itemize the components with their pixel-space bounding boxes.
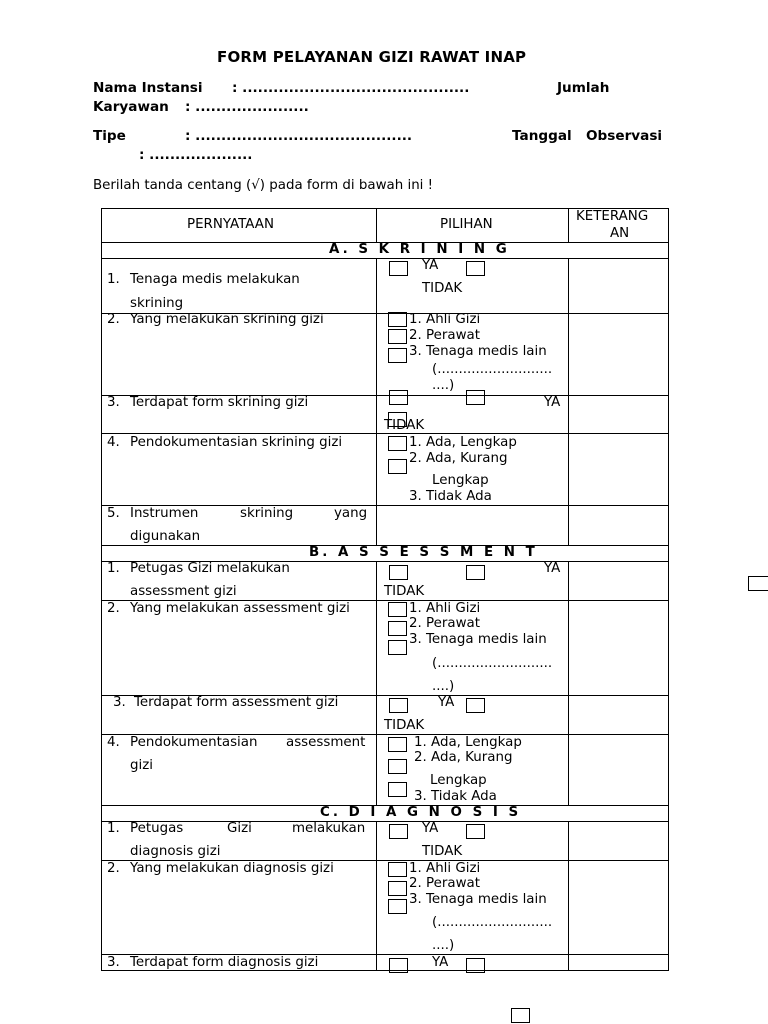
option-ada-lengkap: 1. Ada, Lengkap [414,735,522,750]
checkbox-a3-tidak[interactable] [466,390,485,405]
checkbox-a3-ya[interactable] [389,390,408,405]
option-tidak-ada: 3. Tidak Ada [414,789,497,804]
statement-a4: Pendokumentasian skrining gizi [130,435,343,450]
checkbox-a1-ya[interactable] [389,261,408,276]
option-ya: YA [438,695,455,710]
item-number: 3. [107,395,120,410]
statement-c3: Terdapat form diagnosis gizi [130,955,319,970]
item-number: 2. [107,601,120,616]
nama-instansi-field[interactable]: : ............................................ [232,80,470,96]
checkbox-c2-ahli-gizi[interactable] [388,862,407,877]
option-ahli-gizi: 1. Ahli Gizi [409,861,481,876]
item-number: 1. [107,561,120,576]
option-tidak: TIDAK [422,844,463,859]
col-pilihan: PILIHAN [440,217,493,232]
option-perawat: 2. Perawat [409,328,480,343]
option-perawat: 2. Perawat [409,876,480,891]
item-number: 4. [107,735,120,750]
checkbox-a2-perawat[interactable] [388,329,407,344]
col-keterangan: KETERANG [576,209,649,224]
col-keterangan-2: AN [610,226,630,241]
option-tidak-ada: 3. Tidak Ada [409,489,492,504]
checkbox-b2-ahli-gizi[interactable] [388,602,407,617]
option-ya: YA [432,955,449,970]
statement-a3: Terdapat form skrining gizi [130,395,309,410]
option-tidak: TIDAK [384,418,425,433]
statement-b4-word: assessment [286,735,366,750]
statement-b1-cont: assessment gizi [130,584,237,599]
option-ada-kurang: 2. Ada, Kurang [409,451,508,466]
checkbox-b4-kurang[interactable] [388,759,407,774]
col-pernyataan: PERNYATAAN [187,217,274,232]
statement-c1-cont: diagnosis gizi [130,844,221,859]
option-ahli-gizi: 1. Ahli Gizi [409,312,481,327]
karyawan-field[interactable]: : ...................... [185,99,309,115]
checkbox-b1-tidak[interactable] [466,565,485,580]
option-tidak: TIDAK [384,584,425,599]
observasi-label: Observasi [586,128,663,144]
option-tenaga-lain: 3. Tenaga medis lain [409,632,547,647]
item-number: 4. [107,435,120,450]
checkbox-stray-right[interactable] [748,576,768,591]
statement-b1: Petugas Gizi melakukan [130,561,290,576]
item-number: 1. [107,821,120,836]
checkbox-c3-ya[interactable] [389,958,408,973]
statement-a5-word: yang [334,506,368,521]
item-number: 3. [113,695,126,710]
option-tenaga-lain: 3. Tenaga medis lain [409,892,547,907]
section-c-heading: C. D I A G N O S I S [320,805,522,820]
page-title: FORM PELAYANAN GIZI RAWAT INAP [217,48,527,66]
jumlah-label: Jumlah [557,80,610,96]
checkbox-c1-ya[interactable] [389,824,408,839]
observasi-field[interactable]: : .................... [139,147,253,163]
checkbox-a4-kurang[interactable] [388,459,407,474]
checkbox-c2-perawat[interactable] [388,881,407,896]
checkbox-b4-lengkap[interactable] [388,737,407,752]
statement-b3: Terdapat form assessment gizi [134,695,339,710]
item-number: 3. [107,955,120,970]
option-ya: YA [544,395,561,410]
statement-c2: Yang melakukan diagnosis gizi [130,861,334,876]
instruction-text: Berilah tanda centang (√) pada form di bawah ini ! [93,178,434,193]
option-ada-lengkap: 1. Ada, Lengkap [409,435,517,450]
statement-a2: Yang melakukan skrining gizi [130,312,324,327]
statement-a5-word: skrining [240,506,294,521]
statement-a1: Tenaga medis melakukan [130,272,300,287]
checkbox-a2-ahli-gizi[interactable] [388,312,407,327]
checkbox-c2-tenaga-lain[interactable] [388,899,407,914]
nama-instansi-label: Nama Instansi [93,80,203,96]
fill-in-blank[interactable]: (........................... [432,362,553,377]
fill-in-blank-end: ....) [432,938,455,953]
checkbox-b2-perawat[interactable] [388,621,407,636]
checkbox-b3-tidak[interactable] [466,698,485,713]
tanggal-label: Tanggal [512,128,572,144]
checkbox-a4-lengkap[interactable] [388,436,407,451]
statement-b2: Yang melakukan assessment gizi [130,601,350,616]
option-ahli-gizi: 1. Ahli Gizi [409,601,481,616]
checkbox-b2-tenaga-lain[interactable] [388,640,407,655]
tipe-field[interactable]: : .......................................... [185,128,413,144]
statement-a5-cont: digunakan [130,529,201,544]
option-lengkap: Lengkap [432,473,489,488]
item-number: 2. [107,312,120,327]
checkbox-a1-tidak[interactable] [466,261,485,276]
statement-c1-word: Gizi [227,821,252,836]
fill-in-blank[interactable]: (........................... [432,656,553,671]
checkbox-b4-tidak-ada[interactable] [388,782,407,797]
fill-in-blank-end: ....) [432,378,455,393]
item-number: 5. [107,506,120,521]
statement-b4: Pendokumentasian [130,735,258,750]
checkbox-b1-ya[interactable] [389,565,408,580]
fill-in-blank[interactable]: (........................... [432,915,553,930]
statement-b4-cont: gizi [130,758,153,773]
statement-c1: Petugas [130,821,184,836]
tipe-label: Tipe [93,128,126,144]
karyawan-label: Karyawan [93,99,169,115]
checkbox-c3-tidak[interactable] [466,958,485,973]
option-lengkap: Lengkap [430,773,487,788]
statement-a1-cont: skrining [130,296,184,311]
option-perawat: 2. Perawat [409,616,480,631]
statement-a5: Instrumen [130,506,199,521]
fill-in-blank-end: ....) [432,679,455,694]
checkbox-stray-bottom[interactable] [511,1008,530,1023]
section-b-heading: B. A S S E S S M E N T [309,545,538,560]
statement-c1-word: melakukan [292,821,366,836]
option-tidak: TIDAK [384,718,425,733]
option-ya: YA [544,561,561,576]
option-ya: YA [422,258,439,273]
item-number: 2. [107,861,120,876]
option-tidak: TIDAK [422,281,463,296]
option-ya: YA [422,821,439,836]
option-tenaga-lain: 3. Tenaga medis lain [409,344,547,359]
checkbox-a2-tenaga-lain[interactable] [388,348,407,363]
item-number: 1. [107,272,120,287]
section-a-heading: A. S K R I N I N G [329,242,510,257]
checkbox-c1-tidak[interactable] [466,824,485,839]
checkbox-b3-ya[interactable] [389,698,408,713]
option-ada-kurang: 2. Ada, Kurang [414,750,513,765]
